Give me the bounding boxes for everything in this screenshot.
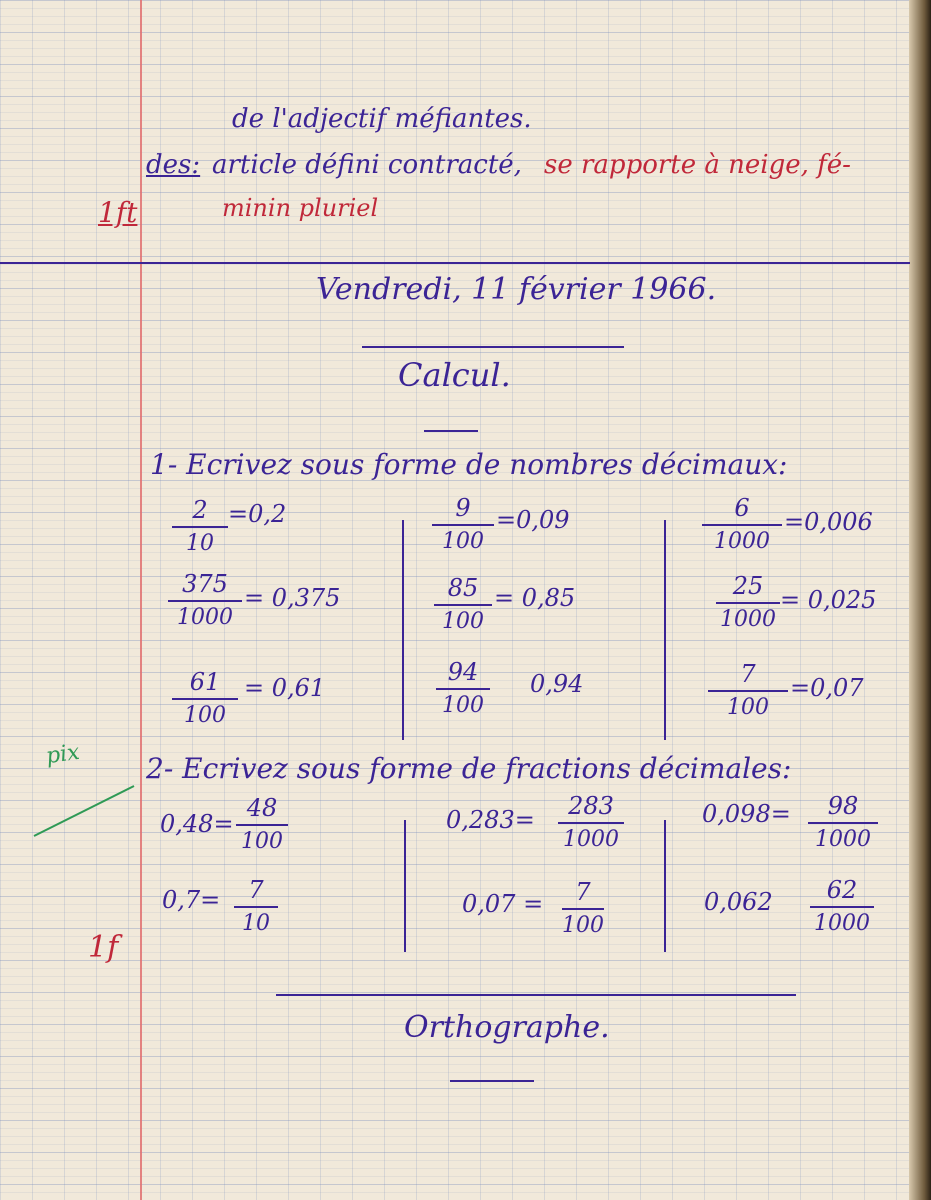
column-divider — [404, 820, 406, 952]
des-text: article défini contracté, — [212, 150, 522, 180]
decimal-result: 0,94 — [530, 670, 584, 698]
section-title-calcul: Calcul. — [398, 356, 511, 394]
page-edge — [909, 0, 931, 1200]
fraction: 7 10 — [234, 876, 278, 938]
fraction: 7 100 — [562, 878, 604, 938]
margin-mark-grade: 1f — [88, 930, 119, 965]
fraction: 62 1000 — [810, 876, 874, 938]
exercise2-title: 2- Ecrivez sous forme de fractions décimales: — [146, 752, 792, 785]
margin-note-green: pix — [44, 739, 82, 770]
fraction: 25 1000 — [716, 572, 780, 634]
separator-line — [0, 262, 910, 264]
fraction: 283 1000 — [558, 792, 624, 854]
green-check-stroke — [30, 780, 140, 840]
decimal-result: =0,09 — [496, 506, 570, 534]
fraction: 48 100 — [236, 794, 288, 856]
date-heading: Vendredi, 11 février 1966. — [316, 272, 717, 307]
decimal-result: = 0,61 — [244, 674, 326, 702]
correction-line-2: minin pluriel — [222, 194, 379, 222]
fraction: 6 1000 — [702, 494, 782, 556]
calcul-underline — [424, 430, 478, 432]
decimal-result: =0,006 — [784, 508, 873, 536]
correction-line-1: se rapporte à neige, fé- — [544, 150, 851, 180]
decimal-value: 0,07 = — [462, 890, 544, 918]
fraction: 61 100 — [172, 668, 238, 730]
note-line-1: de l'adjectif méfiantes. — [232, 104, 532, 134]
decimal-value: 0,48= — [160, 810, 234, 838]
fraction: 375 1000 — [168, 570, 242, 632]
orthographe-underline — [450, 1080, 534, 1082]
fraction: 94 100 — [436, 658, 490, 720]
decimal-result: = 0,375 — [244, 584, 341, 612]
fraction: 98 1000 — [808, 792, 878, 854]
margin-line — [140, 0, 142, 1200]
section-title-orthographe: Orthographe. — [404, 1010, 610, 1045]
fraction: 9 100 — [432, 494, 494, 556]
decimal-result: =0,2 — [228, 500, 287, 528]
decimal-value: 0,098= — [702, 800, 791, 828]
margin-mark-top: 1ft — [98, 196, 138, 229]
decimal-result: = 0,85 — [494, 584, 576, 612]
fraction: 85 100 — [434, 574, 492, 636]
des-label: des: — [146, 150, 201, 180]
column-divider — [402, 520, 404, 740]
column-divider — [664, 820, 666, 952]
exercise1-title: 1- Ecrivez sous forme de nombres décimaux: — [150, 448, 788, 481]
decimal-value: 0,283= — [446, 806, 535, 834]
decimal-value: 0,062 — [704, 888, 773, 916]
green-stroke — [34, 786, 134, 836]
decimal-result: =0,07 — [790, 674, 864, 702]
decimal-value: 0,7= — [162, 886, 221, 914]
decimal-result: = 0,025 — [780, 586, 877, 614]
fraction: 7 100 — [708, 660, 788, 722]
column-divider — [664, 520, 666, 740]
orthographe-topline — [276, 994, 796, 996]
fraction: 2 10 — [172, 496, 228, 558]
date-underline — [362, 346, 624, 348]
